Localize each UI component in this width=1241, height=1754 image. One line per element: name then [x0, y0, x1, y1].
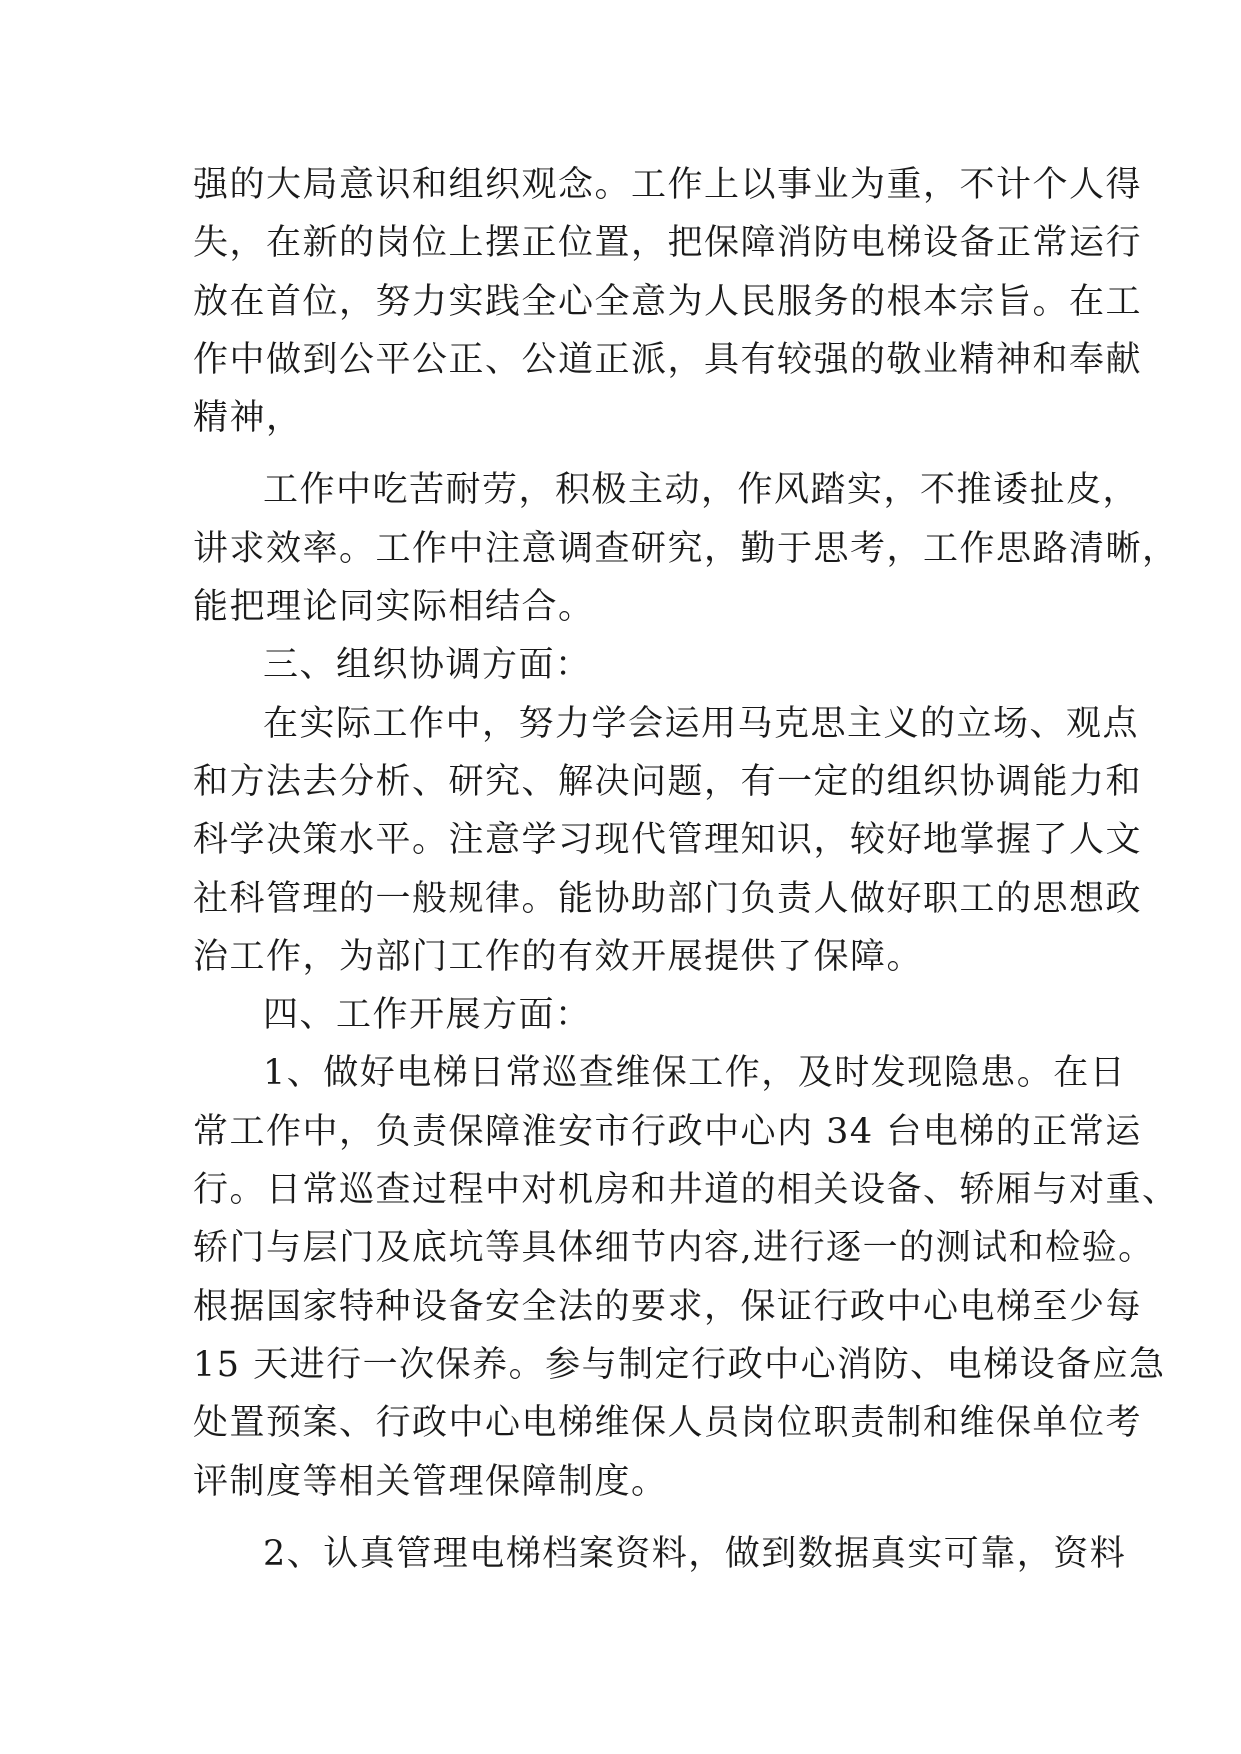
text-line: 2、认真管理电梯档案资料，做到数据真实可靠，资料	[263, 1533, 1127, 1574]
text-line: 行。日常巡查过程中对机房和井道的相关设备、轿厢与对重、	[193, 1170, 1179, 1211]
text-line: 工作中吃苦耐劳，积极主动，作风踏实，不推诿扯皮，	[263, 470, 1140, 511]
text-line: 失，在新的岗位上摆正位置，把保障消防电梯设备正常运行	[193, 223, 1143, 264]
text-line: 轿门与层门及底坑等具体细节内容,进行逐一的测试和检验。	[193, 1228, 1155, 1269]
paragraph	[193, 461, 1179, 636]
text-line: 在实际工作中，努力学会运用马克思主义的立场、观点	[263, 703, 1140, 744]
text-line: 精神，	[193, 398, 303, 439]
section-heading	[193, 986, 1053, 1044]
paragraph	[193, 156, 1143, 447]
text-line: 处置预案、行政中心电梯维保人员岗位职责制和维保单位考	[193, 1403, 1143, 1444]
text-line: 1、做好电梯日常巡查维保工作，及时发现隐患。在日	[263, 1053, 1127, 1094]
text-line: 强的大局意识和组织观念。工作上以事业为重，不计个人得	[193, 165, 1143, 205]
text-line: 评制度等相关管理保障制度。	[193, 1461, 668, 1502]
text-line: 社科管理的一般规律。能协助部门负责人做好职工的思想政	[193, 878, 1143, 919]
text-line: 治工作，为部门工作的有效开展提供了保障。	[193, 936, 924, 977]
text-line: 放在首位，努力实践全心全意为人民服务的根本宗旨。在工	[193, 281, 1143, 322]
section-heading	[193, 636, 1053, 694]
text-line: 四、工作开展方面：	[263, 995, 592, 1036]
text-line: 讲求效率。工作中注意调查研究，勤于思考，工作思路清晰，	[193, 528, 1179, 569]
text-line: 作中做到公平公正、公道正派，具有较强的敬业精神和奉献	[193, 339, 1143, 380]
text-line: 和方法去分析、研究、解决问题，有一定的组织协调能力和	[193, 761, 1143, 802]
text-line: 能把理论同实际相结合。	[193, 587, 595, 628]
text-line: 根据国家特种设备安全法的要求，保证行政中心电梯至少每	[193, 1286, 1143, 1327]
paragraph	[193, 695, 1143, 986]
paragraph	[193, 1044, 1179, 1510]
text-line: 科学决策水平。注意学习现代管理知识，较好地掌握了人文	[193, 820, 1143, 861]
paragraph	[193, 1525, 1127, 1583]
text-line: 三、组织协调方面：	[263, 645, 592, 686]
body-text	[193, 156, 1179, 1583]
text-line: 常工作中，负责保障淮安市行政中心内 34 台电梯的正常运	[193, 1111, 1142, 1152]
text-line: 15 天进行一次保养。参与制定行政中心消防、电梯设备应急	[193, 1344, 1166, 1385]
